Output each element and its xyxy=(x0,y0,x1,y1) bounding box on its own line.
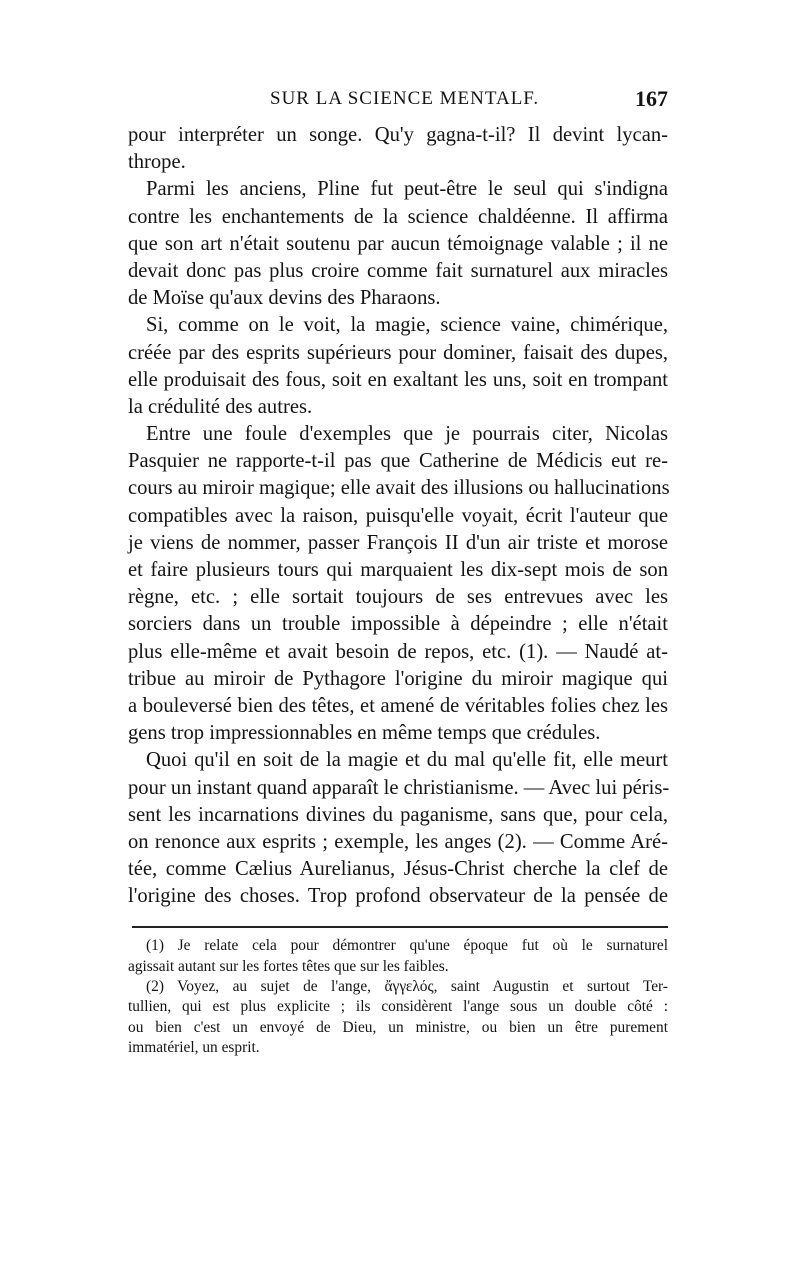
book-page xyxy=(128,88,668,1058)
text-line: gens trop impressionnables en même temps que crédules. xyxy=(128,722,601,745)
text-line: elle produisait des fous, soit en exaltant les uns, soit en trompant xyxy=(128,368,668,391)
page-header xyxy=(128,88,668,122)
footnote-line: immatériel, un esprit. xyxy=(128,1038,260,1056)
text-line: cours au miroir magique; elle avait des illusions ou hallucinations xyxy=(128,477,670,500)
text-line: tée, comme Cælius Aurelianus, Jésus-Christ cherche la clef de xyxy=(128,858,668,881)
text-line: thrope. xyxy=(128,151,186,174)
paragraph-start-line: Si, comme on le voit, la magie, science vaine, chimérique, xyxy=(146,314,668,337)
footnote-line: (1) Je relate cela pour démontrer qu'une époque fut où le surnaturel xyxy=(146,937,668,955)
footnote-line: tullien, qui est plus explicite ; ils considèrent l'ange sous un double côté : xyxy=(128,998,668,1016)
text-line: compatibles avec la raison, puisqu'elle voyait, écrit l'auteur que xyxy=(128,504,668,527)
text-line: et faire plusieurs tours qui marquaient les dix-sept mois de son xyxy=(128,559,668,581)
footnotes xyxy=(128,936,668,1058)
text-line: créée par des esprits supérieurs pour dominer, faisait des dupes, xyxy=(128,341,668,364)
text-line: pour interpréter un songe. Qu'y gagna-t-il? Il devint lycan- xyxy=(128,124,668,146)
text-line: pour un instant quand apparaît le christianisme. — Avec lui péris- xyxy=(128,776,670,799)
text-line: sent les incarnations divines du paganisme, sans que, pour cela, xyxy=(128,803,668,826)
text-line: contre les enchantements de la science chaldéenne. Il affirma xyxy=(128,205,668,228)
page-number: 167 xyxy=(635,86,668,111)
footnote-line: ou bien c'est un envoyé de Dieu, un ministre, ou bien un être purement xyxy=(128,1018,668,1036)
footnote-divider xyxy=(132,926,668,928)
text-line: de Moïse qu'aux devins des Pharaons. xyxy=(128,287,441,310)
text-line: je viens de nommer, passer François II d'un air triste et morose xyxy=(128,531,668,554)
footnote-line: (2) Voyez, au sujet de l'ange, ἄγγελός, saint Augustin et surtout Ter- xyxy=(146,978,668,996)
running-title: SUR LA SCIENCE MENTALF. xyxy=(270,88,540,109)
text-line: sorciers dans un trouble impossible à dépeindre ; elle n'était xyxy=(128,613,668,636)
text-line: la crédulité des autres. xyxy=(128,395,313,418)
text-line: règne, etc. ; elle sortait toujours de ses entrevues avec les xyxy=(128,586,668,609)
text-line: on renonce aux esprits ; exemple, les anges (2). — Comme Aré- xyxy=(128,830,668,853)
paragraph-start-line: Parmi les anciens, Pline fut peut-être le seul qui s'indigna xyxy=(146,178,668,201)
text-line: l'origine des choses. Trop profond observateur de la pensée de xyxy=(128,885,668,908)
paragraph-start-line: Quoi qu'il en soit de la magie et du mal qu'elle fit, elle meurt xyxy=(146,749,668,772)
text-line: a bouleversé bien des têtes, et amené de véritables folies chez les xyxy=(128,694,668,717)
text-line: tribue au miroir de Pythagore l'origine du miroir magique qui xyxy=(128,667,668,690)
main-text xyxy=(128,122,668,910)
paragraph-start-line: Entre une foule d'exemples que je pourrais citer, Nicolas xyxy=(146,423,668,446)
text-line: que son art n'était soutenu par aucun témoignage valable ; il ne xyxy=(128,232,668,255)
text-line: devait donc pas plus croire comme fait surnaturel aux miracles xyxy=(128,259,668,282)
footnote-line: agissait autant sur les fortes têtes que sur les faibles. xyxy=(128,957,449,975)
text-line: Pasquier ne rapporte-t-il pas que Catherine de Médicis eut re- xyxy=(128,450,668,473)
text-line: plus elle-même et avait besoin de repos, etc. (1). — Naudé at- xyxy=(128,640,668,663)
